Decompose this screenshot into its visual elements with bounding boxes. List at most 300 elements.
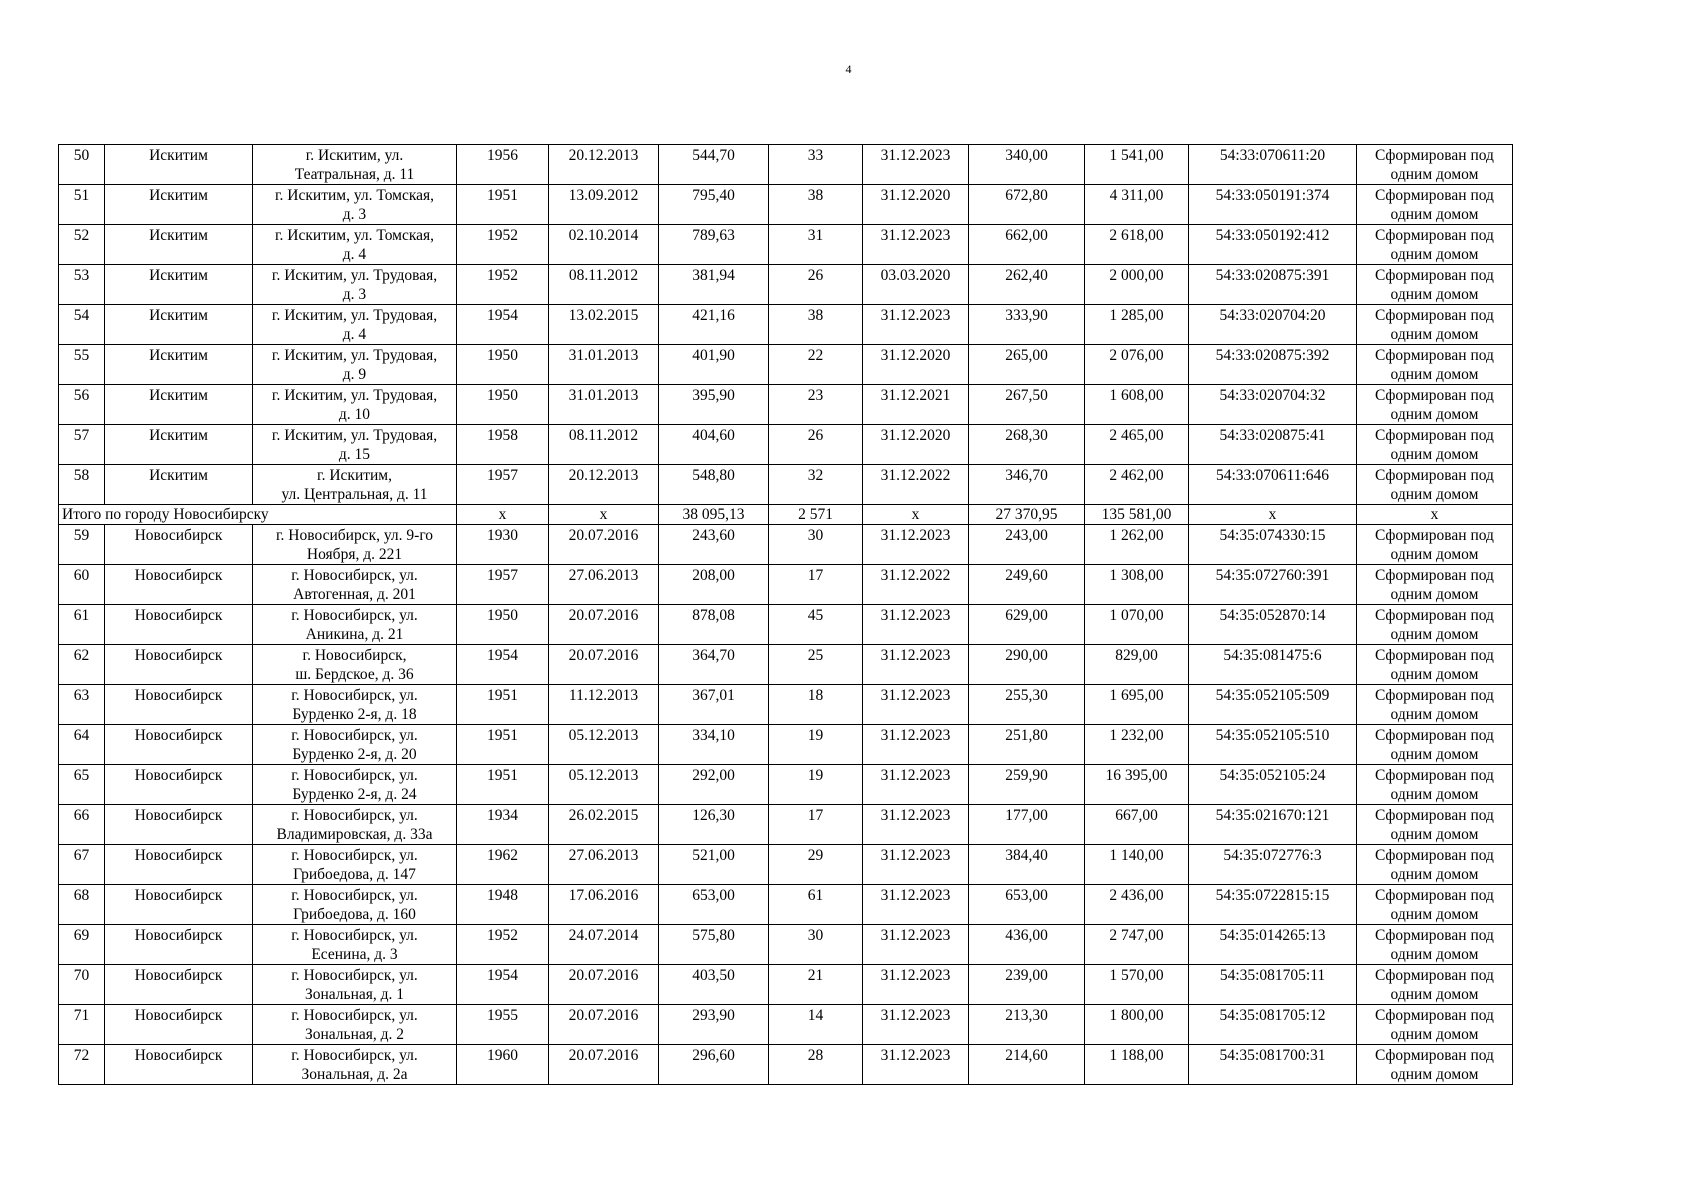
land-area-cell: 1 308,00: [1085, 565, 1189, 605]
status-cell-line-1: Сформирован под: [1375, 607, 1494, 624]
municipality-cell: Искитим: [105, 265, 253, 305]
land-area-cell: 1 262,00: [1085, 525, 1189, 565]
cadastral-cell: 54:35:072776:3: [1189, 845, 1357, 885]
total-year: x: [457, 505, 549, 525]
year-cell: 1952: [457, 925, 549, 965]
deadline-cell: 31.12.2023: [863, 805, 969, 845]
land-area-cell: 1 188,00: [1085, 1045, 1189, 1085]
deadline-cell: 31.12.2023: [863, 305, 969, 345]
cadastral-cell: 54:35:081705:12: [1189, 1005, 1357, 1045]
address-cell: [253, 765, 457, 805]
status-cell-line-2: одним домом: [1390, 906, 1479, 923]
municipality-cell: Новосибирск: [105, 525, 253, 565]
year-cell: 1950: [457, 385, 549, 425]
address-cell-line-2: ул. Центральная, д. 11: [281, 486, 428, 503]
municipality-cell: Новосибирск: [105, 765, 253, 805]
area-cell: 403,50: [659, 965, 769, 1005]
address-cell-line-1: г. Искитим, ул. Томская,: [274, 227, 435, 244]
land-area-cell: 1 695,00: [1085, 685, 1189, 725]
address-cell-line-2: Грибоедова, д. 160: [293, 906, 416, 923]
table-body: [59, 145, 1513, 1085]
cadastral-cell: 54:35:074330:15: [1189, 525, 1357, 565]
cadastral-cell: 54:35:052105:509: [1189, 685, 1357, 725]
area-cell: 795,40: [659, 185, 769, 225]
status-cell-line-2: одним домом: [1390, 786, 1479, 803]
date-cell: 08.11.2012: [549, 425, 659, 465]
cadastral-cell: 54:35:081705:11: [1189, 965, 1357, 1005]
row-number: 60: [59, 565, 105, 605]
table-row: [59, 845, 1513, 885]
area2-cell: 243,00: [969, 525, 1085, 565]
area2-cell: 213,30: [969, 1005, 1085, 1045]
deadline-cell: 31.12.2023: [863, 845, 969, 885]
year-cell: 1951: [457, 685, 549, 725]
residents-cell: 29: [769, 845, 863, 885]
area-cell: 364,70: [659, 645, 769, 685]
status-cell-line-2: одним домом: [1390, 866, 1479, 883]
residents-cell: 17: [769, 565, 863, 605]
table-row: [59, 725, 1513, 765]
address-cell-line-2: д. 3: [342, 286, 367, 303]
address-cell: [253, 425, 457, 465]
status-cell-line-1: Сформирован под: [1375, 567, 1494, 584]
status-cell-line-1: Сформирован под: [1375, 347, 1494, 364]
total-date: x: [549, 505, 659, 525]
status-cell: [1357, 725, 1513, 765]
address-cell: [253, 645, 457, 685]
housing-table: [58, 144, 1513, 1085]
year-cell: 1958: [457, 425, 549, 465]
status-cell-line-2: одним домом: [1390, 946, 1479, 963]
date-cell: 13.09.2012: [549, 185, 659, 225]
address-cell: [253, 725, 457, 765]
residents-cell: 31: [769, 225, 863, 265]
residents-cell: 33: [769, 145, 863, 185]
cadastral-cell: 54:35:052105:510: [1189, 725, 1357, 765]
municipality-cell: Новосибирск: [105, 805, 253, 845]
row-number: 66: [59, 805, 105, 845]
address-cell: [253, 385, 457, 425]
status-cell-line-2: одним домом: [1390, 586, 1479, 603]
row-number: 58: [59, 465, 105, 505]
area2-cell: 239,00: [969, 965, 1085, 1005]
cadastral-cell: 54:35:052870:14: [1189, 605, 1357, 645]
address-cell-line-2: Бурденко 2-я, д. 20: [292, 746, 417, 763]
status-cell: [1357, 265, 1513, 305]
area2-cell: 629,00: [969, 605, 1085, 645]
status-cell-line-1: Сформирован под: [1375, 1007, 1494, 1024]
status-cell: [1357, 645, 1513, 685]
status-cell-line-2: одним домом: [1390, 1026, 1479, 1043]
land-area-cell: 1 541,00: [1085, 145, 1189, 185]
land-area-cell: 1 800,00: [1085, 1005, 1189, 1045]
row-number: 63: [59, 685, 105, 725]
residents-cell: 32: [769, 465, 863, 505]
status-cell: [1357, 1045, 1513, 1085]
municipality-cell: Новосибирск: [105, 1005, 253, 1045]
date-cell: 17.06.2016: [549, 885, 659, 925]
address-cell-line-1: г. Новосибирск, ул.: [291, 807, 418, 824]
residents-cell: 14: [769, 1005, 863, 1045]
date-cell: 20.07.2016: [549, 1005, 659, 1045]
deadline-cell: 31.12.2022: [863, 565, 969, 605]
table-row: [59, 965, 1513, 1005]
row-number: 50: [59, 145, 105, 185]
residents-cell: 45: [769, 605, 863, 645]
table-row: [59, 185, 1513, 225]
area2-cell: 262,40: [969, 265, 1085, 305]
status-cell-line-1: Сформирован под: [1375, 847, 1494, 864]
address-cell: [253, 965, 457, 1005]
address-cell-line-1: г. Новосибирск, ул.: [291, 567, 418, 584]
deadline-cell: 31.12.2023: [863, 885, 969, 925]
area2-cell: 268,30: [969, 425, 1085, 465]
area2-cell: 267,50: [969, 385, 1085, 425]
area-cell: 292,00: [659, 765, 769, 805]
date-cell: 02.10.2014: [549, 225, 659, 265]
year-cell: 1951: [457, 725, 549, 765]
status-cell-line-1: Сформирован под: [1375, 927, 1494, 944]
status-cell: [1357, 685, 1513, 725]
municipality-cell: Искитим: [105, 185, 253, 225]
address-cell-line-2: Владимировская, д. 33а: [276, 826, 433, 843]
residents-cell: 21: [769, 965, 863, 1005]
residents-cell: 23: [769, 385, 863, 425]
land-area-cell: 2 436,00: [1085, 885, 1189, 925]
year-cell: 1952: [457, 225, 549, 265]
address-cell-line-2: Есенина, д. 3: [311, 946, 398, 963]
year-cell: 1954: [457, 305, 549, 345]
cadastral-cell: 54:33:070611:20: [1189, 145, 1357, 185]
status-cell: [1357, 525, 1513, 565]
area2-cell: 251,80: [969, 725, 1085, 765]
deadline-cell: 31.12.2023: [863, 765, 969, 805]
area2-cell: 653,00: [969, 885, 1085, 925]
land-area-cell: 1 232,00: [1085, 725, 1189, 765]
municipality-cell: Новосибирск: [105, 1045, 253, 1085]
total-area2: 27 370,95: [969, 505, 1085, 525]
cadastral-cell: 54:35:021670:121: [1189, 805, 1357, 845]
address-cell-line-1: г. Новосибирск, ул.: [291, 767, 418, 784]
status-cell-line-1: Сформирован под: [1375, 647, 1494, 664]
table-row: [59, 565, 1513, 605]
municipality-cell: Новосибирск: [105, 965, 253, 1005]
status-cell-line-2: одним домом: [1390, 706, 1479, 723]
total-status: x: [1357, 505, 1513, 525]
area-cell: 544,70: [659, 145, 769, 185]
land-area-cell: 2 000,00: [1085, 265, 1189, 305]
area2-cell: 255,30: [969, 685, 1085, 725]
residents-cell: 30: [769, 525, 863, 565]
row-number: 70: [59, 965, 105, 1005]
address-cell: [253, 805, 457, 845]
cadastral-cell: 54:33:020875:41: [1189, 425, 1357, 465]
cadastral-cell: 54:33:070611:646: [1189, 465, 1357, 505]
row-number: 64: [59, 725, 105, 765]
residents-cell: 28: [769, 1045, 863, 1085]
land-area-cell: 2 462,00: [1085, 465, 1189, 505]
address-cell: [253, 345, 457, 385]
status-cell-line-1: Сформирован под: [1375, 967, 1494, 984]
table-row: [59, 145, 1513, 185]
deadline-cell: 31.12.2023: [863, 645, 969, 685]
row-number: 54: [59, 305, 105, 345]
land-area-cell: 1 608,00: [1085, 385, 1189, 425]
address-cell-line-2: Автогенная, д. 201: [293, 586, 416, 603]
status-cell-line-2: одним домом: [1390, 666, 1479, 683]
address-cell-line-1: г. Новосибирск, ул.: [291, 967, 418, 984]
deadline-cell: 31.12.2023: [863, 965, 969, 1005]
address-cell-line-2: д. 9: [342, 366, 367, 383]
table-row: [59, 525, 1513, 565]
table-row: [59, 805, 1513, 845]
row-number: 71: [59, 1005, 105, 1045]
status-cell: [1357, 565, 1513, 605]
address-cell: [253, 605, 457, 645]
cadastral-cell: 54:33:050191:374: [1189, 185, 1357, 225]
area-cell: 548,80: [659, 465, 769, 505]
deadline-cell: 31.12.2023: [863, 1005, 969, 1045]
table-row: [59, 925, 1513, 965]
land-area-cell: 4 311,00: [1085, 185, 1189, 225]
status-cell-line-2: одним домом: [1390, 166, 1479, 183]
date-cell: 05.12.2013: [549, 725, 659, 765]
deadline-cell: 31.12.2023: [863, 605, 969, 645]
status-cell: [1357, 845, 1513, 885]
area-cell: 296,60: [659, 1045, 769, 1085]
cadastral-cell: 54:33:050192:412: [1189, 225, 1357, 265]
row-number: 56: [59, 385, 105, 425]
address-cell: [253, 1045, 457, 1085]
address-cell-line-1: г. Искитим,: [316, 467, 392, 484]
deadline-cell: 31.12.2023: [863, 525, 969, 565]
address-cell: [253, 1005, 457, 1045]
table-row: [59, 645, 1513, 685]
status-cell-line-1: Сформирован под: [1375, 147, 1494, 164]
land-area-cell: 1 285,00: [1085, 305, 1189, 345]
total-label: Итого по городу Новосибирску: [59, 505, 457, 525]
status-cell-line-1: Сформирован под: [1375, 887, 1494, 904]
area2-cell: 177,00: [969, 805, 1085, 845]
area-cell: 381,94: [659, 265, 769, 305]
deadline-cell: 31.12.2021: [863, 385, 969, 425]
status-cell-line-2: одним домом: [1390, 486, 1479, 503]
address-cell-line-2: Зональная, д. 2: [304, 1026, 405, 1043]
status-cell: [1357, 605, 1513, 645]
address-cell-line-1: г. Искитим, ул. Трудовая,: [271, 427, 438, 444]
area-cell: 404,60: [659, 425, 769, 465]
address-cell-line-2: д. 4: [342, 326, 367, 343]
address-cell-line-1: г. Новосибирск, ул.: [291, 1047, 418, 1064]
deadline-cell: 31.12.2023: [863, 725, 969, 765]
residents-cell: 19: [769, 765, 863, 805]
total-row: [59, 505, 1513, 525]
address-cell-line-1: г. Новосибирск, ул.: [291, 887, 418, 904]
row-number: 52: [59, 225, 105, 265]
year-cell: 1950: [457, 605, 549, 645]
cadastral-cell: 54:35:081475:6: [1189, 645, 1357, 685]
address-cell-line-2: Зональная, д. 1: [304, 986, 405, 1003]
land-area-cell: 1 070,00: [1085, 605, 1189, 645]
address-cell-line-2: д. 3: [342, 206, 367, 223]
table-row: [59, 685, 1513, 725]
address-cell: [253, 925, 457, 965]
address-cell-line-2: ш. Бердское, д. 36: [295, 666, 414, 683]
row-number: 65: [59, 765, 105, 805]
area-cell: 208,00: [659, 565, 769, 605]
address-cell-line-1: г. Искитим, ул. Томская,: [274, 187, 435, 204]
deadline-cell: 31.12.2020: [863, 185, 969, 225]
year-cell: 1934: [457, 805, 549, 845]
municipality-cell: Новосибирск: [105, 645, 253, 685]
total-area: 38 095,13: [659, 505, 769, 525]
residents-cell: 18: [769, 685, 863, 725]
row-number: 69: [59, 925, 105, 965]
area2-cell: 333,90: [969, 305, 1085, 345]
table-row: [59, 425, 1513, 465]
land-area-cell: 16 395,00: [1085, 765, 1189, 805]
land-area-cell: 1 570,00: [1085, 965, 1189, 1005]
municipality-cell: Новосибирск: [105, 685, 253, 725]
area2-cell: 436,00: [969, 925, 1085, 965]
cadastral-cell: 54:35:081700:31: [1189, 1045, 1357, 1085]
year-cell: 1951: [457, 185, 549, 225]
status-cell: [1357, 385, 1513, 425]
residents-cell: 25: [769, 645, 863, 685]
status-cell-line-2: одним домом: [1390, 286, 1479, 303]
table-row: [59, 605, 1513, 645]
municipality-cell: Новосибирск: [105, 925, 253, 965]
year-cell: 1957: [457, 465, 549, 505]
row-number: 67: [59, 845, 105, 885]
area2-cell: 290,00: [969, 645, 1085, 685]
municipality-cell: Искитим: [105, 465, 253, 505]
status-cell-line-1: Сформирован под: [1375, 527, 1494, 544]
area2-cell: 672,80: [969, 185, 1085, 225]
municipality-cell: Искитим: [105, 305, 253, 345]
table-row: [59, 305, 1513, 345]
status-cell-line-2: одним домом: [1390, 1066, 1479, 1083]
address-cell-line-2: Грибоедова, д. 147: [293, 866, 416, 883]
status-cell-line-1: Сформирован под: [1375, 187, 1494, 204]
date-cell: 20.07.2016: [549, 525, 659, 565]
residents-cell: 22: [769, 345, 863, 385]
table-row: [59, 765, 1513, 805]
deadline-cell: 31.12.2023: [863, 145, 969, 185]
land-area-cell: 829,00: [1085, 645, 1189, 685]
area2-cell: 662,00: [969, 225, 1085, 265]
area-cell: 789,63: [659, 225, 769, 265]
address-cell: [253, 845, 457, 885]
year-cell: 1954: [457, 645, 549, 685]
address-cell-line-2: Театральная, д. 11: [294, 166, 415, 183]
year-cell: 1962: [457, 845, 549, 885]
date-cell: 20.07.2016: [549, 605, 659, 645]
table-row: [59, 265, 1513, 305]
status-cell-line-1: Сформирован под: [1375, 467, 1494, 484]
date-cell: 20.12.2013: [549, 465, 659, 505]
municipality-cell: Новосибирск: [105, 565, 253, 605]
address-cell-line-1: г. Искитим, ул. Трудовая,: [271, 347, 438, 364]
status-cell: [1357, 145, 1513, 185]
area-cell: 293,90: [659, 1005, 769, 1045]
residents-cell: 30: [769, 925, 863, 965]
area-cell: 521,00: [659, 845, 769, 885]
area-cell: 653,00: [659, 885, 769, 925]
status-cell-line-2: одним домом: [1390, 626, 1479, 643]
address-cell-line-1: г. Новосибирск, ул. 9-го: [275, 527, 434, 544]
address-cell: [253, 265, 457, 305]
deadline-cell: 31.12.2020: [863, 345, 969, 385]
land-area-cell: 2 618,00: [1085, 225, 1189, 265]
cadastral-cell: 54:35:014265:13: [1189, 925, 1357, 965]
cadastral-cell: 54:33:020704:32: [1189, 385, 1357, 425]
row-number: 51: [59, 185, 105, 225]
row-number: 59: [59, 525, 105, 565]
address-cell-line-1: г. Новосибирск, ул.: [291, 687, 418, 704]
cadastral-cell: 54:35:072760:391: [1189, 565, 1357, 605]
address-cell-line-1: г. Искитим, ул. Трудовая,: [271, 307, 438, 324]
address-cell-line-2: д. 15: [338, 446, 371, 463]
address-cell-line-2: Бурденко 2-я, д. 18: [292, 706, 417, 723]
date-cell: 26.02.2015: [549, 805, 659, 845]
cadastral-cell: 54:33:020875:392: [1189, 345, 1357, 385]
area-cell: 575,80: [659, 925, 769, 965]
address-cell-line-1: г. Новосибирск, ул.: [291, 607, 418, 624]
date-cell: 27.06.2013: [549, 845, 659, 885]
date-cell: 05.12.2013: [549, 765, 659, 805]
address-cell-line-1: г. Новосибирск, ул.: [291, 847, 418, 864]
row-number: 68: [59, 885, 105, 925]
municipality-cell: Искитим: [105, 345, 253, 385]
address-cell-line-1: г. Искитим, ул. Трудовая,: [271, 387, 438, 404]
date-cell: 20.07.2016: [549, 965, 659, 1005]
deadline-cell: 31.12.2022: [863, 465, 969, 505]
row-number: 53: [59, 265, 105, 305]
address-cell-line-1: г. Новосибирск, ул.: [291, 1007, 418, 1024]
address-cell-line-2: Зональная, д. 2а: [301, 1066, 408, 1083]
area2-cell: 346,70: [969, 465, 1085, 505]
address-cell: [253, 565, 457, 605]
address-cell-line-2: Ноября, д. 221: [306, 546, 403, 563]
status-cell: [1357, 225, 1513, 265]
table-row: [59, 225, 1513, 265]
deadline-cell: 31.12.2023: [863, 225, 969, 265]
address-cell-line-1: г. Новосибирск,: [302, 647, 407, 664]
date-cell: 08.11.2012: [549, 265, 659, 305]
status-cell-line-2: одним домом: [1390, 986, 1479, 1003]
total-deadline: x: [863, 505, 969, 525]
status-cell-line-1: Сформирован под: [1375, 227, 1494, 244]
residents-cell: 38: [769, 305, 863, 345]
residents-cell: 26: [769, 425, 863, 465]
status-cell-line-1: Сформирован под: [1375, 307, 1494, 324]
row-number: 72: [59, 1045, 105, 1085]
residents-cell: 38: [769, 185, 863, 225]
year-cell: 1956: [457, 145, 549, 185]
status-cell-line-1: Сформирован под: [1375, 807, 1494, 824]
status-cell-line-2: одним домом: [1390, 826, 1479, 843]
address-cell: [253, 305, 457, 345]
status-cell-line-2: одним домом: [1390, 406, 1479, 423]
status-cell-line-1: Сформирован под: [1375, 767, 1494, 784]
address-cell: [253, 145, 457, 185]
cadastral-cell: 54:35:052105:24: [1189, 765, 1357, 805]
area2-cell: 249,60: [969, 565, 1085, 605]
date-cell: 13.02.2015: [549, 305, 659, 345]
status-cell: [1357, 345, 1513, 385]
status-cell: [1357, 465, 1513, 505]
